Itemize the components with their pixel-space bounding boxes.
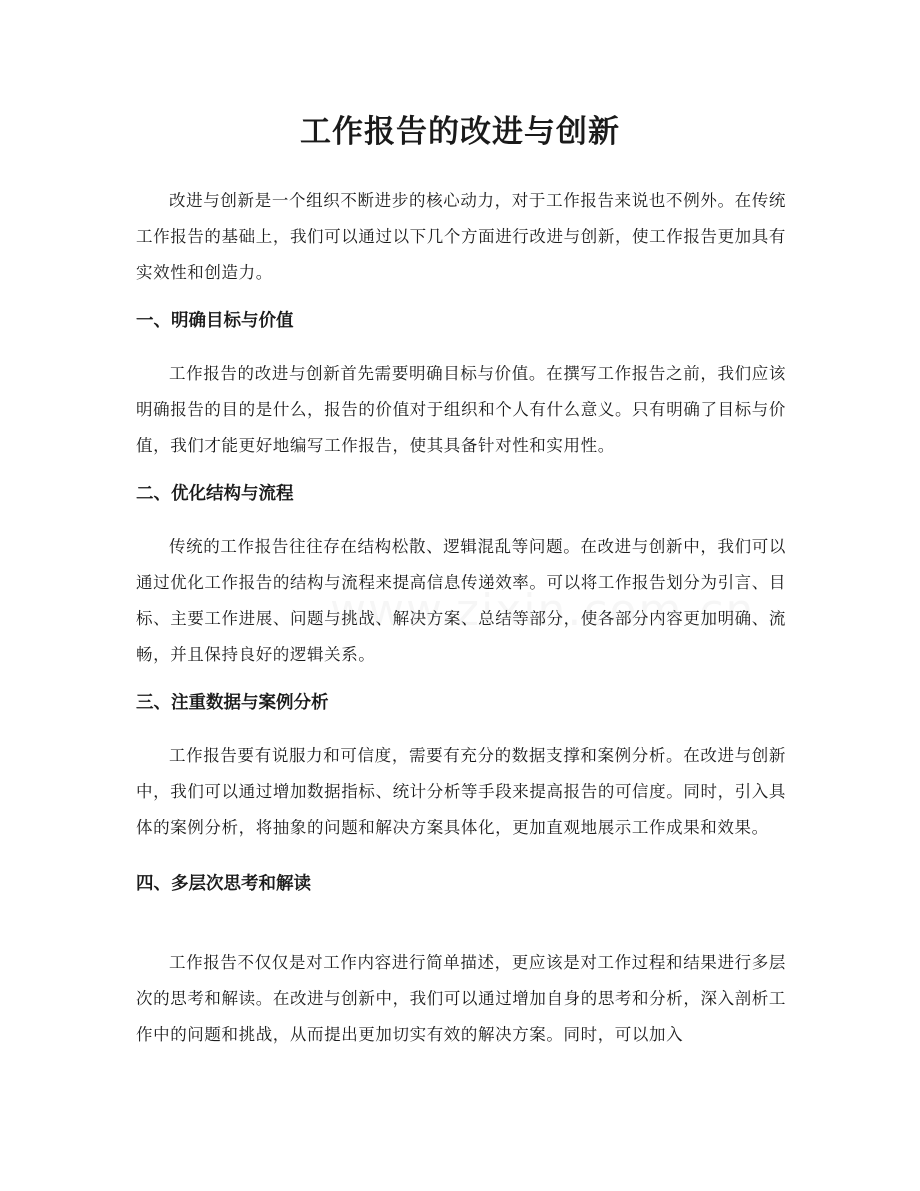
intro-paragraph: 改进与创新是一个组织不断进步的核心动力，对于工作报告来说也不例外。在传统工作报告的基础上，我们可以通过以下几个方面进行改进与创新，使工作报告更加具有实效性和创造力。 (136, 191, 786, 282)
section-heading-3: 三、注重数据与案例分析 (136, 693, 329, 713)
section-body-4: 工作报告不仅仅是对工作内容进行简单描述，更应该是对工作过程和结果进行多层次的思考和解读。在改进与创新中，我们可以通过增加自身的思考和分析，深入剖析工作中的问题和挑战，从而提出更加切实有效的解决方案。同时，可以加入 (136, 953, 786, 1044)
section-heading-1: 一、明确目标与价值 (136, 311, 294, 331)
section-heading-4: 四、多层次思考和解读 (136, 874, 311, 894)
document-title: 工作报告的改进与创新 (300, 114, 620, 150)
section-heading-2: 二、优化结构与流程 (136, 484, 294, 504)
section-body-2: 传统的工作报告往往存在结构松散、逻辑混乱等问题。在改进与创新中，我们可以通过优化工作报告的结构与流程来提高信息传递效率。可以将工作报告划分为引言、目标、主要工作进展、问题与挑战、解决方案、总结等部分，使各部分内容更加明确、流畅，并且保持良好的逻辑关系。 (136, 537, 786, 664)
section-body-1: 工作报告的改进与创新首先需要明确目标与价值。在撰写工作报告之前，我们应该明确报告的目的是什么，报告的价值对于组织和个人有什么意义。只有明确了目标与价值，我们才能更好地编写工作报告，使其具备针对性和实用性。 (136, 364, 786, 455)
section-body-3: 工作报告要有说服力和可信度，需要有充分的数据支撑和案例分析。在改进与创新中，我们可以通过增加数据指标、统计分析等手段来提高报告的可信度。同时，引入具体的案例分析，将抽象的问题和解决方案具体化，更加直观地展示工作成果和效果。 (136, 746, 786, 837)
